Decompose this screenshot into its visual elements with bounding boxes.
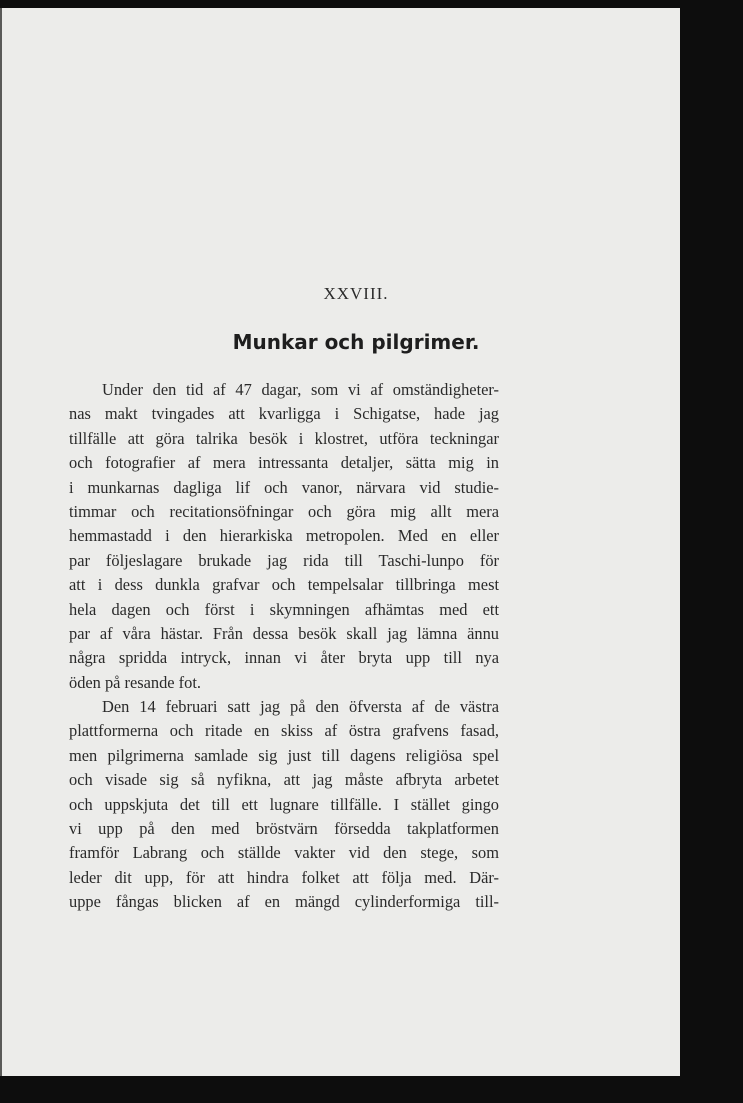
chapter-number: XXVIII. (323, 284, 389, 303)
text-line: att i dess dunkla grafvar och tempelsalar tillbringa mest (69, 575, 499, 595)
text-line: par följeslagare brukade jag rida till Taschi-lunpo för (69, 550, 499, 570)
text-line: nas makt tvingades att kvarligga i Schigatse, hade jag (69, 404, 499, 424)
text-line: men pilgrimerna samlade sig just till dagens religiösa spel (69, 745, 499, 765)
text-line: och fotografier af mera intressanta detaljer, sätta mig in (69, 453, 499, 473)
text-line: hela dagen och först i skymningen afhämtas med ett (69, 599, 499, 619)
body-text (69, 378, 499, 915)
text-line: vi upp på den med bröstvärn försedda takplatformen (69, 819, 499, 839)
text-line: leder dit upp, för att hindra folket att följa med. Där- (69, 867, 499, 887)
text-line: tillfälle att göra talrika besök i klostret, utföra teckningar (69, 428, 499, 448)
text-line: par af våra hästar. Från dessa besök skall jag lämna ännu (69, 623, 499, 643)
text-line: timmar och recitationsöfningar och göra mig allt mera (69, 501, 499, 521)
text-line: och uppskjuta det till ett lugnare tillfälle. I stället gingo (69, 794, 499, 814)
text-line: Den 14 februari satt jag på den öfversta af de västra (102, 697, 499, 717)
text-line: öden på resande fot. (69, 672, 201, 692)
text-line: framför Labrang och ställde vakter vid den stege, som (69, 843, 499, 863)
text-line: hemmastadd i den hierarkiska metropolen. Med en eller (69, 526, 499, 546)
text-line: och visade sig så nyfikna, att jag måste afbryta arbetet (69, 770, 499, 790)
text-line: uppe fångas blicken af en mängd cylinderformiga till- (69, 892, 499, 912)
chapter-title: Munkar och pilgrimer. (232, 330, 480, 354)
text-line: i munkarnas dagliga lif och vanor, närvara vid studie- (69, 477, 499, 497)
text-line: några spridda intryck, innan vi åter bryta upp till nya (69, 648, 499, 668)
book-page (0, 8, 680, 1076)
text-line: Under den tid af 47 dagar, som vi af omständigheter- (102, 380, 499, 399)
text-line: plattformerna och ritade en skiss af östra grafvens fasad, (69, 721, 499, 741)
